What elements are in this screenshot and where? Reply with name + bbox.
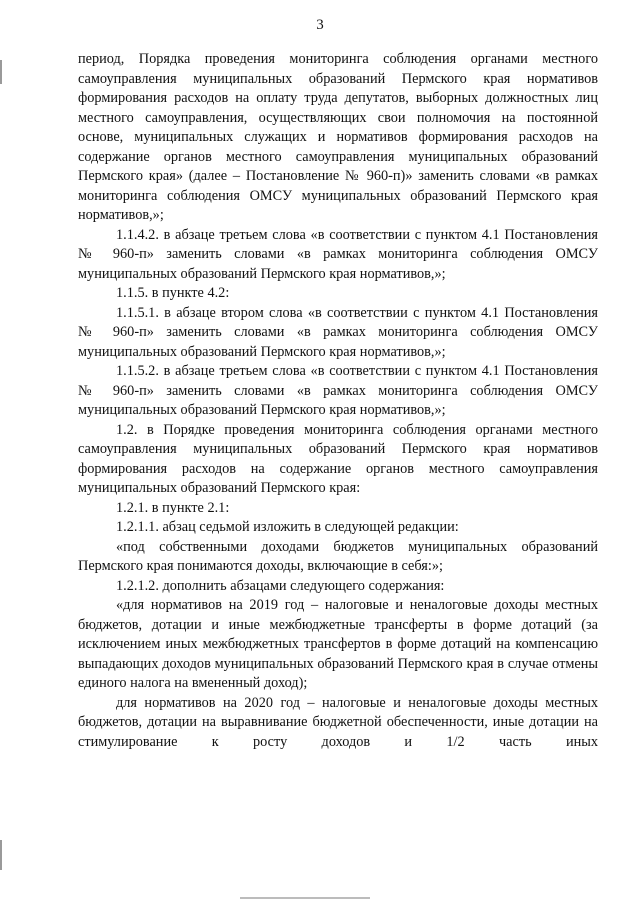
scan-bottom-artifact	[240, 897, 370, 899]
paragraph: 1.1.5.1. в абзаце втором слова «в соответствии с пунктом 4.1 Постановления № 960-п» заменить словами «в рамках мониторинга соблюдения ОМСУ муниципальных образований Пермского края нормативов,»;	[78, 304, 598, 360]
scan-margin-mark-bottom	[0, 840, 2, 870]
paragraph: период, Порядка проведения мониторинга соблюдения органами местного самоуправления муниципальных образований Пермского края нормативов формирования расходов на оплату труда депутатов, выборных должностных лиц местного самоуправления, осуществляющих свои полномочия на постоянной основе, муниципальных служащих и нормативов формирования расходов на содержание органов местного самоуправления муниципальных образований Пермского края» (далее – Постановление № 960-п)» заменить словами «в рамках мониторинга соблюдения ОМСУ муниципальных образований Пермского края нормативов,»;	[78, 51, 598, 223]
scan-margin-mark-top	[0, 60, 2, 84]
paragraph: 1.2.1.1. абзац седьмой изложить в следующей редакции:	[116, 519, 459, 535]
paragraph: 1.1.4.2. в абзаце третьем слова «в соответствии с пунктом 4.1 Постановления № 960-п» заменить словами «в рамках мониторинга соблюдения ОМСУ муниципальных образований Пермского края нормативов,»;	[78, 226, 598, 282]
page-number: 3	[316, 17, 324, 33]
document-body	[78, 50, 598, 752]
paragraph: 1.1.5. в пункте 4.2:	[116, 285, 230, 301]
paragraph: 1.2.1.2. дополнить абзацами следующего содержания:	[116, 577, 445, 594]
paragraph: 1.2. в Порядке проведения мониторинга соблюдения органами местного самоуправления муниципальных образований Пермского края нормативов формирования расходов на содержание органов местного самоуправления муниципальных образований Пермского края:	[78, 421, 598, 496]
paragraph: «для нормативов на 2019 год – налоговые и неналоговые доходы местных бюджетов, дотации и иные межбюджетные трансферты в форме дотаций (за исключением иных межбюджетных трансфертов в форме дотаций на компенсацию выпадающих доходов муниципальных образований Пермского края в случае отмены единого налога на вмененный доход);	[78, 597, 598, 691]
paragraph: 1.1.5.2. в абзаце третьем слова «в соответствии с пунктом 4.1 Постановления № 960-п» заменить словами «в рамках мониторинга соблюдения ОМСУ муниципальных образований Пермского края нормативов,»;	[78, 363, 598, 418]
paragraph: 1.2.1. в пункте 2.1:	[116, 499, 230, 516]
paragraph: «под собственными доходами бюджетов муниципальных образований Пермского края понимаются доходы, включающие в себя:»;	[78, 538, 598, 574]
paragraph: для нормативов на 2020 год – налоговые и неналоговые доходы местных бюджетов, дотации на выравнивание бюджетной обеспеченности, иные дотации на стимулирование к росту доходов и 1/2 часть иных	[78, 694, 598, 750]
